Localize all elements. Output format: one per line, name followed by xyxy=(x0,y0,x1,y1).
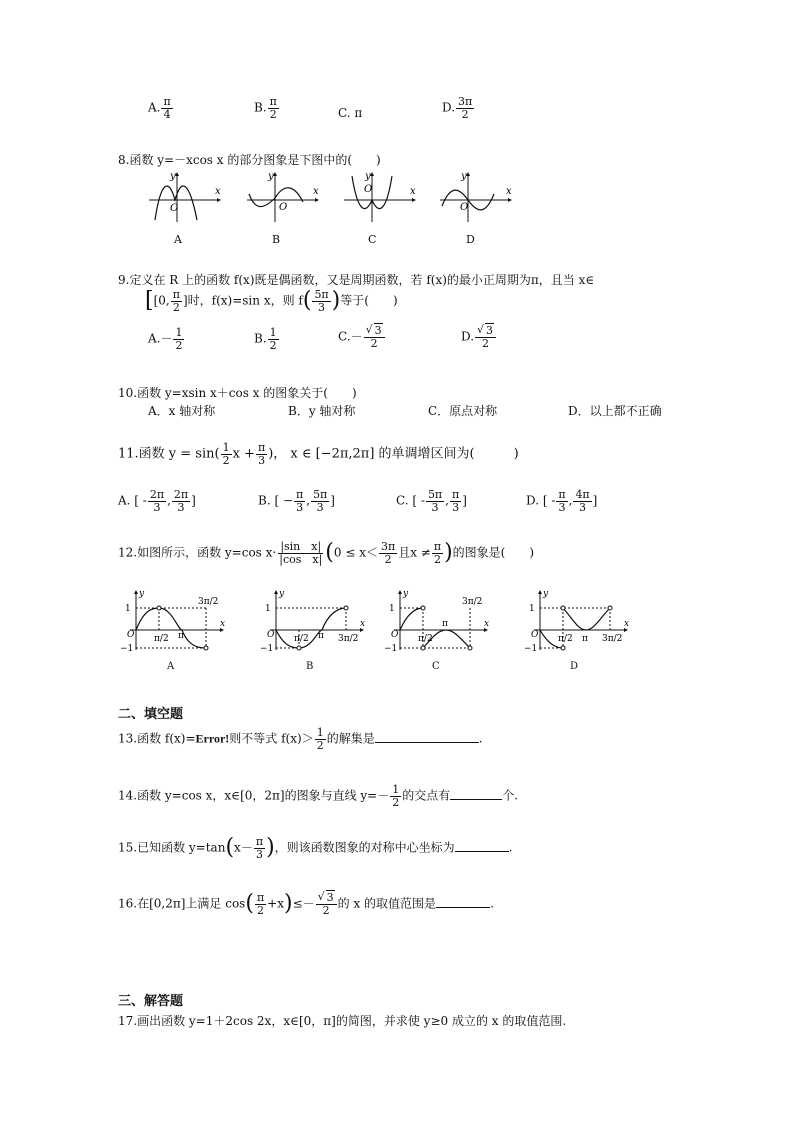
q9-stem-line1: 9.定义在 R 上的函数 f(x)既是偶函数，又是周期函数，若 f(x)的最小正周期为π，且当 x∈ xyxy=(118,273,595,287)
q10-option-a: A．x 轴对称 xyxy=(148,404,216,418)
q10-stem: 10.函数 y=xsin x＋cos x 的图象关于( ) xyxy=(118,386,357,400)
svg-text:O: O xyxy=(170,203,179,214)
svg-text:π/2: π/2 xyxy=(418,634,433,644)
svg-text:π: π xyxy=(318,631,324,641)
svg-text:x: x xyxy=(506,186,512,197)
q10-option-c: C．原点对称 xyxy=(428,404,498,418)
q12-graph-a xyxy=(116,590,228,652)
svg-text:y: y xyxy=(403,589,409,599)
q12-graph-c xyxy=(380,590,492,652)
svg-text:O: O xyxy=(267,630,275,640)
svg-text:x: x xyxy=(484,619,490,629)
svg-text:1: 1 xyxy=(265,604,271,614)
svg-text:3π/2: 3π/2 xyxy=(198,597,219,607)
q11-option-a: A. [ - $\frac{2\pi}{3}$ , $\frac{2\pi}{3}$ ] xyxy=(118,488,196,514)
section-solve: 三、解答题 xyxy=(118,994,184,1009)
svg-text:−1: −1 xyxy=(120,644,134,654)
svg-text:π: π xyxy=(582,634,588,644)
q10-option-d: D．以上都不正确 xyxy=(568,404,662,418)
svg-text:y: y xyxy=(461,171,467,182)
q12-graph-b xyxy=(256,590,368,652)
svg-text:π: π xyxy=(442,619,448,629)
svg-text:x: x xyxy=(215,186,221,197)
q12-label-c: C xyxy=(432,661,440,672)
q9-option-a: A.－ $\frac{1}{2}$ xyxy=(148,326,183,352)
q7-option-a: A. $\frac{\pi}{4}$ xyxy=(148,95,171,121)
section-fill-in: 二、填空题 xyxy=(118,707,184,722)
svg-text:y: y xyxy=(543,589,549,599)
svg-text:1: 1 xyxy=(389,604,395,614)
svg-text:O: O xyxy=(391,630,399,640)
q12-label-b: B xyxy=(306,661,314,672)
svg-text:−1: −1 xyxy=(524,644,538,654)
svg-text:x: x xyxy=(624,619,630,629)
svg-text:1: 1 xyxy=(125,604,131,614)
svg-text:π/2: π/2 xyxy=(558,634,573,644)
q16-stem: 16.在[0,2π]上满足 cos( $\frac{\pi}{2}$ +x)≤－ √ $\frac{3}{2}$ 的 x 的取值范围是 . xyxy=(118,892,494,916)
q13-answer-blank[interactable] xyxy=(375,742,479,743)
q8-label-c: C xyxy=(368,233,377,246)
q12-label-a: A xyxy=(167,661,175,672)
q12-graph-d xyxy=(520,590,632,652)
q9-option-d: D. √ $\frac{3}{2}$ xyxy=(461,325,497,349)
svg-text:O: O xyxy=(460,202,469,213)
q12-stem: 12.如图所示，函数 y=cos x· $\frac{\text{|sin x|}}{\text{|cos x|}}$ (0 ≤ x＜ $\frac{3\pi}{2}$ 且x ≠ $\frac{\pi}{2}$ )的图象是( ) xyxy=(118,540,535,566)
q16-answer-blank[interactable] xyxy=(436,907,490,908)
svg-text:y: y xyxy=(268,171,274,182)
svg-text:π/2: π/2 xyxy=(294,634,309,644)
q8-label-b: B xyxy=(272,233,281,246)
svg-text:O: O xyxy=(279,202,288,213)
q8-graph-c xyxy=(340,170,420,226)
svg-text:π/2: π/2 xyxy=(154,634,169,644)
q14-answer-blank[interactable] xyxy=(450,799,502,800)
svg-text:x: x xyxy=(360,619,366,629)
q9-stem-line2: [[0, $\frac{\pi}{2}$ ]时，f(x)=sin x，则 f( $\frac{5\pi}{3}$ )等于( ) xyxy=(145,288,398,314)
q8-graph-d xyxy=(436,170,516,226)
q9-option-c: C.－ √ $\frac{3}{2}$ xyxy=(338,325,386,349)
q13-stem: 13.函数 f(x)=Error!则不等式 f(x)＞ $\frac{1}{2}$ 的解集是 . xyxy=(118,726,483,752)
q15-stem: 15.已知函数 y=tan(x－ $\frac{\pi}{3}$ )，则该函数图象的对称中心坐标为 . xyxy=(118,835,513,861)
svg-text:y: y xyxy=(279,589,285,599)
svg-text:3π/2: 3π/2 xyxy=(462,597,483,607)
q14-stem: 14.函数 y=cos x，x∈[0，2π]的图象与直线 y=－ $\frac{1}{2}$ 的交点有 个. xyxy=(118,783,519,809)
svg-text:x: x xyxy=(410,186,416,197)
svg-text:3π/2: 3π/2 xyxy=(338,634,359,644)
q11-stem: 11.函数 y = sin( $\frac{1}{2}$ x + $\frac{\pi}{3}$ )， x ∈ [−2π,2π] 的单调增区间为( ) xyxy=(118,441,519,467)
svg-text:−1: −1 xyxy=(384,644,398,654)
q11-option-d: D. [ - $\frac{\pi}{3}$ , $\frac{4\pi}{3}$ ] xyxy=(526,488,598,514)
q8-stem: 8.函数 y=－xcos x 的部分图象是下图中的( ) xyxy=(118,153,381,167)
q8-label-d: D xyxy=(466,233,475,246)
q8-graph-a xyxy=(145,170,225,226)
q7-option-d: D. $\frac{3\pi}{2}$ xyxy=(442,95,473,121)
svg-text:x: x xyxy=(220,619,226,629)
svg-text:1: 1 xyxy=(529,604,535,614)
svg-text:x: x xyxy=(313,186,319,197)
q17-stem: 17.画出函数 y=1＋2cos 2x，x∈[0，π]的简图，并求使 y≥0 成立的 x 的取值范围. xyxy=(118,1014,567,1028)
q7-option-b: B. $\frac{\pi}{2}$ xyxy=(254,95,277,121)
q11-option-c: C. [ - $\frac{5\pi}{3}$ , $\frac{\pi}{3}$ ] xyxy=(396,488,467,514)
svg-text:O: O xyxy=(127,630,135,640)
svg-text:O: O xyxy=(531,630,539,640)
svg-text:O: O xyxy=(364,184,373,195)
q9-option-b: B. $\frac{1}{2}$ xyxy=(254,326,277,352)
q8-label-a: A xyxy=(174,233,182,246)
svg-text:−1: −1 xyxy=(260,644,274,654)
svg-text:y: y xyxy=(365,171,371,182)
q8-graph-b xyxy=(243,170,323,226)
svg-text:y: y xyxy=(170,171,176,182)
svg-text:π: π xyxy=(178,631,184,641)
svg-text:y: y xyxy=(139,589,145,599)
q15-answer-blank[interactable] xyxy=(455,851,509,852)
q11-option-b: B. [ − $\frac{\pi}{3}$ , $\frac{5\pi}{3}$ ] xyxy=(258,488,335,514)
q12-label-d: D xyxy=(570,661,579,672)
svg-text:3π/2: 3π/2 xyxy=(602,634,623,644)
q10-option-b: B．y 轴对称 xyxy=(288,404,356,418)
q7-option-c: C. π xyxy=(338,106,363,120)
